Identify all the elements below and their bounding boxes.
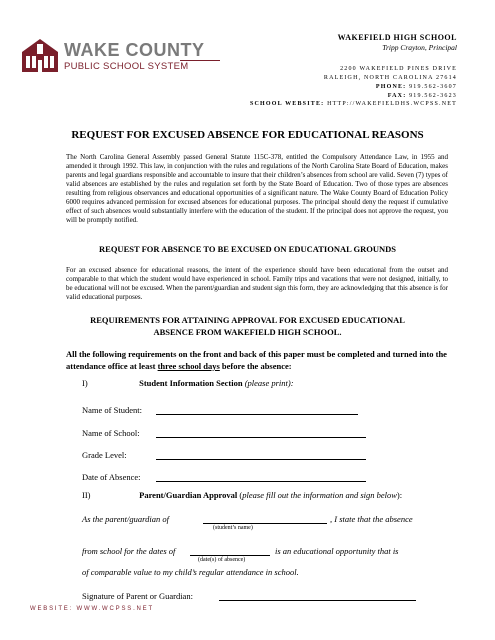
statement-part5: of comparable value to my child’s regular attendance in school. xyxy=(82,567,299,577)
section-label: Student Information Section xyxy=(139,378,243,388)
statement-part3: from school for the dates of xyxy=(82,546,176,556)
requirements-heading xyxy=(0,314,495,338)
section-label: Parent/Guardian Approval xyxy=(139,490,238,500)
statement-part2: , I state that the absence xyxy=(330,514,413,524)
note-text: please fill out the information and sign below xyxy=(242,490,397,500)
student-name-caption: (student’s name) xyxy=(213,525,253,531)
date-of-absence-label: Date of Absence: xyxy=(82,472,141,482)
absence-dates-caption: (date(s) of absence) xyxy=(198,557,246,563)
requirements-heading-line1: REQUIREMENTS FOR ATTAINING APPROVAL FOR EXCUSED EDUCATIONAL xyxy=(90,315,405,325)
requirements-text-post: before the absence: xyxy=(219,361,292,371)
grade-level-label: Grade Level: xyxy=(82,450,127,460)
fax-label: FAX: xyxy=(387,93,407,99)
student-name-signature-field[interactable] xyxy=(203,523,327,524)
intro-paragraph: The North Carolina General Assembly passed General Statute 115C-378, entitled the Compulsory Attendance Law, in 1955 and amended it through 1992. This law, in conjunction with the rules and regulations of the North Carolina State Board of Education, makes parents and legal guardians responsible and accountable to insure that their children’s absences from school are valid. Seven (7) types of valid absences are established by the rules and regulation set forth by the State Board of Education. Two of those types are absences resulting from religious observances and educational opportunities of a significant nature. The Wake County Board of Education Policy 6000 requires advanced permission for excused absences for educational purposes. The principal should deny the request if cumulative effect of such absences would substantially interfere with the education of the student. If the principal does not approve the request, you will be promptly notified. xyxy=(66,153,448,224)
fax-value: 919.562-3623 xyxy=(409,93,457,99)
requirements-heading-line2: ABSENCE FROM WAKEFIELD HIGH SCHOOL. xyxy=(153,327,342,337)
student-information-section-heading xyxy=(82,378,294,388)
statement-part4: is an educational opportunity that is xyxy=(275,546,399,556)
logo-wordmark: WAKE COUNTY xyxy=(64,40,205,60)
school-name: WAKEFIELD HIGH SCHOOL xyxy=(337,33,457,42)
school-website xyxy=(250,101,457,107)
section-note xyxy=(239,490,402,500)
phone-value: 919.562-3607 xyxy=(409,84,457,90)
requirements-deadline: three school days xyxy=(157,361,220,371)
note-open: ( xyxy=(239,490,243,500)
section-number: I) xyxy=(82,378,88,388)
address-line-2: RALEIGH, NORTH CAROLINA 27614 xyxy=(323,75,457,81)
statement-part1: As the parent/guardian of xyxy=(82,514,169,524)
parent-signature-label: Signature of Parent or Guardian: xyxy=(82,591,193,601)
school-name-field[interactable] xyxy=(156,437,366,438)
school-building-icon xyxy=(20,38,60,74)
absence-dates-field[interactable] xyxy=(190,555,270,556)
requirements-text-pre: All the following requirements on the front and back of this paper must be completed and turned into the attendance office at least xyxy=(66,349,447,371)
date-of-absence-field[interactable] xyxy=(156,481,366,482)
footer-website: WEBSITE: WWW.WCPSS.NET xyxy=(30,606,154,612)
website-label: SCHOOL WEBSITE: xyxy=(249,101,325,107)
grade-level-field[interactable] xyxy=(156,459,366,460)
principal-name: Tripp Crayton, Principal xyxy=(382,43,457,52)
website-link[interactable]: HTTP://WAKEFIELDHS.WCPSS.NET xyxy=(327,101,457,107)
parent-approval-section-heading xyxy=(82,490,402,500)
school-name-label: Name of School: xyxy=(82,428,140,438)
section-note: (please print): xyxy=(244,378,294,388)
educational-grounds-paragraph: For an excused absence for educational reasons, the intent of the experience should have been educational from the outset and comparable to that which the student would have experienced in school. Family trips and vacations that were not designed, initially, to be educational will not be excused. When the parent/guardian and student sign this form, they are acknowledging that this absence is for valid educational purposes. xyxy=(66,266,448,301)
logo-subtitle: PUBLIC SCHOOL SYSTEM xyxy=(64,61,189,72)
phone-label: PHONE: xyxy=(375,84,407,90)
student-name-field[interactable] xyxy=(156,414,358,415)
note-close: ): xyxy=(396,490,403,500)
phone-number xyxy=(376,84,457,90)
section-heading-educational-grounds: REQUEST FOR ABSENCE TO BE EXCUSED ON EDUCATIONAL GROUNDS xyxy=(99,244,396,254)
requirements-instructions xyxy=(66,348,448,372)
section-number: II) xyxy=(82,490,91,500)
parent-signature-field[interactable] xyxy=(219,600,416,601)
address-line-1: 2200 WAKEFIELD PINES DRIVE xyxy=(340,66,457,72)
fax-number xyxy=(388,93,457,99)
page-title: REQUEST FOR EXCUSED ABSENCE FOR EDUCATIONAL REASONS xyxy=(71,129,424,141)
student-name-label: Name of Student: xyxy=(82,405,142,415)
